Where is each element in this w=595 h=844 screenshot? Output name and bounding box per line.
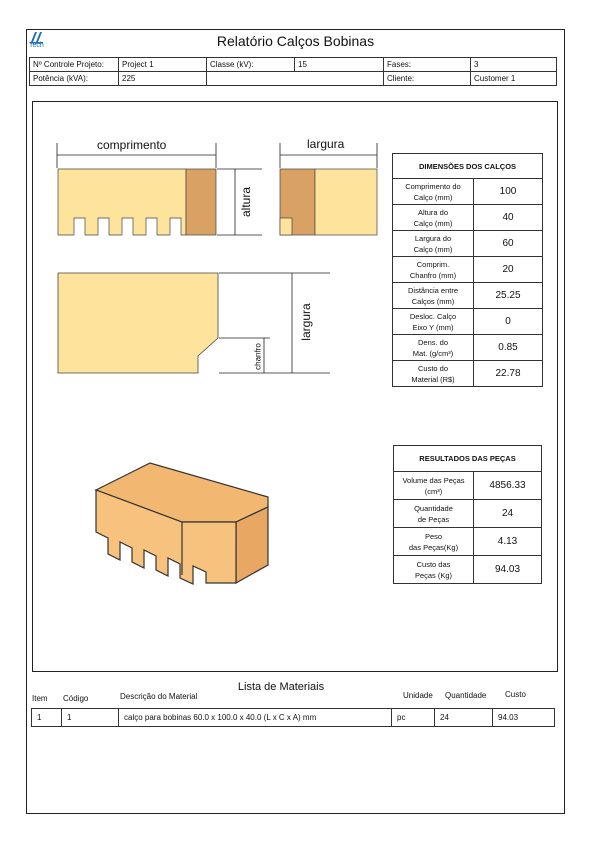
largura-top-label: largura [307,137,345,151]
cell-item: 1 [32,709,62,727]
header-description: Descrição do Material [120,692,198,701]
cell-description: calço para bobinas 60.0 x 100.0 x 40.0 (L x C x A) mm [119,709,392,727]
cell-cost: 94.03 [493,709,555,727]
row-label: Custo do [417,363,449,373]
table-row [32,709,555,727]
row-label: Calço (mm) [413,192,453,202]
row-value: 60 [474,231,543,257]
label-client: Cliente: [384,72,471,86]
value-power: 225 [119,72,207,86]
table-row [393,205,543,231]
row-label: Altura do [417,207,449,217]
results-table [393,445,542,584]
label-power: Potência (kVA): [30,72,119,86]
table-row [394,556,542,584]
side-view [280,143,377,235]
report-title: Relatório Calços Bobinas [216,33,375,49]
row-label: Mat. (g/cm³) [412,348,454,358]
row-label: Peso [424,531,443,541]
row-label: Distância entre [407,285,459,295]
table-row [394,472,542,500]
row-label: Comprimento do [405,181,461,191]
materials-table [31,708,555,727]
row-value: 4.13 [474,528,542,556]
results-title: RESULTADOS DAS PEÇAS [394,446,542,472]
row-value: 0 [474,309,543,335]
table-row [393,179,543,205]
row-value: 4856.33 [474,472,542,500]
table-row [394,528,542,556]
isometric-view [96,463,268,584]
header-code: Código [63,694,89,703]
table-row [393,309,543,335]
row-label: Desloc. Calço [409,311,457,321]
label-phases: Fases: [384,58,471,72]
top-view [58,273,330,373]
dimensions-table [392,153,543,387]
materials-title: Lista de Materiais [237,681,325,693]
cell-quantity: 24 [435,709,493,727]
logo-text: Tech [29,42,44,49]
table-row [393,335,543,361]
value-phases: 3 [471,58,557,72]
header-quantity: Quantidade [445,691,487,700]
value-client: Customer 1 [471,72,557,86]
value-project: Project 1 [119,58,207,72]
front-view [57,143,262,235]
row-label: Eixo Y (mm) [412,322,454,332]
row-label: Comprim. [416,259,450,269]
row-label: Custo das [416,559,451,569]
label-control: Nº Controle Projeto: [30,58,119,72]
row-value: 94.03 [474,556,542,584]
row-label: Chanfro (mm) [409,270,457,280]
row-label: Largura do [414,233,452,243]
row-value: 100 [474,179,543,205]
header-unit: Unidade [403,691,433,700]
table-row [393,257,543,283]
row-label: Quantidade [414,503,453,513]
altura-label: altura [239,186,253,218]
row-label: Calço (mm) [413,218,453,228]
row-label: das Peças(Kg) [408,542,459,552]
row-value: 25.25 [474,283,543,309]
row-label: Calços (mm) [411,296,455,306]
dimensions-title: DIMENSÕES DOS CALÇOS [393,154,543,179]
header-item: Item [32,694,48,703]
row-value: 24 [474,500,542,528]
row-label: Volume das Peças [402,475,465,485]
cell-unit: pc [392,709,435,727]
largura-side-label: largura [299,303,313,341]
table-row [393,283,543,309]
row-label: Dens. do [417,337,449,347]
row-label: Peças (Kg) [414,570,453,580]
header-cost: Custo [505,690,526,699]
label-class: Classe (kV): [207,58,295,72]
comprimento-label: comprimento [97,138,167,152]
row-value: 0.85 [474,335,543,361]
row-value: 20 [474,257,543,283]
table-row [394,500,542,528]
row-value: 22.78 [474,361,543,387]
table-row [393,231,543,257]
row-label: Calço (mm) [413,244,453,254]
value-class: 15 [295,58,384,72]
row-value: 40 [474,205,543,231]
cell-code: 1 [62,709,119,727]
chanfro-label: chanfro [253,343,263,370]
row-label: (cm³) [424,486,443,496]
row-label: de Peças [417,514,450,524]
table-row [393,361,543,387]
row-label: Material (R$) [411,374,455,384]
